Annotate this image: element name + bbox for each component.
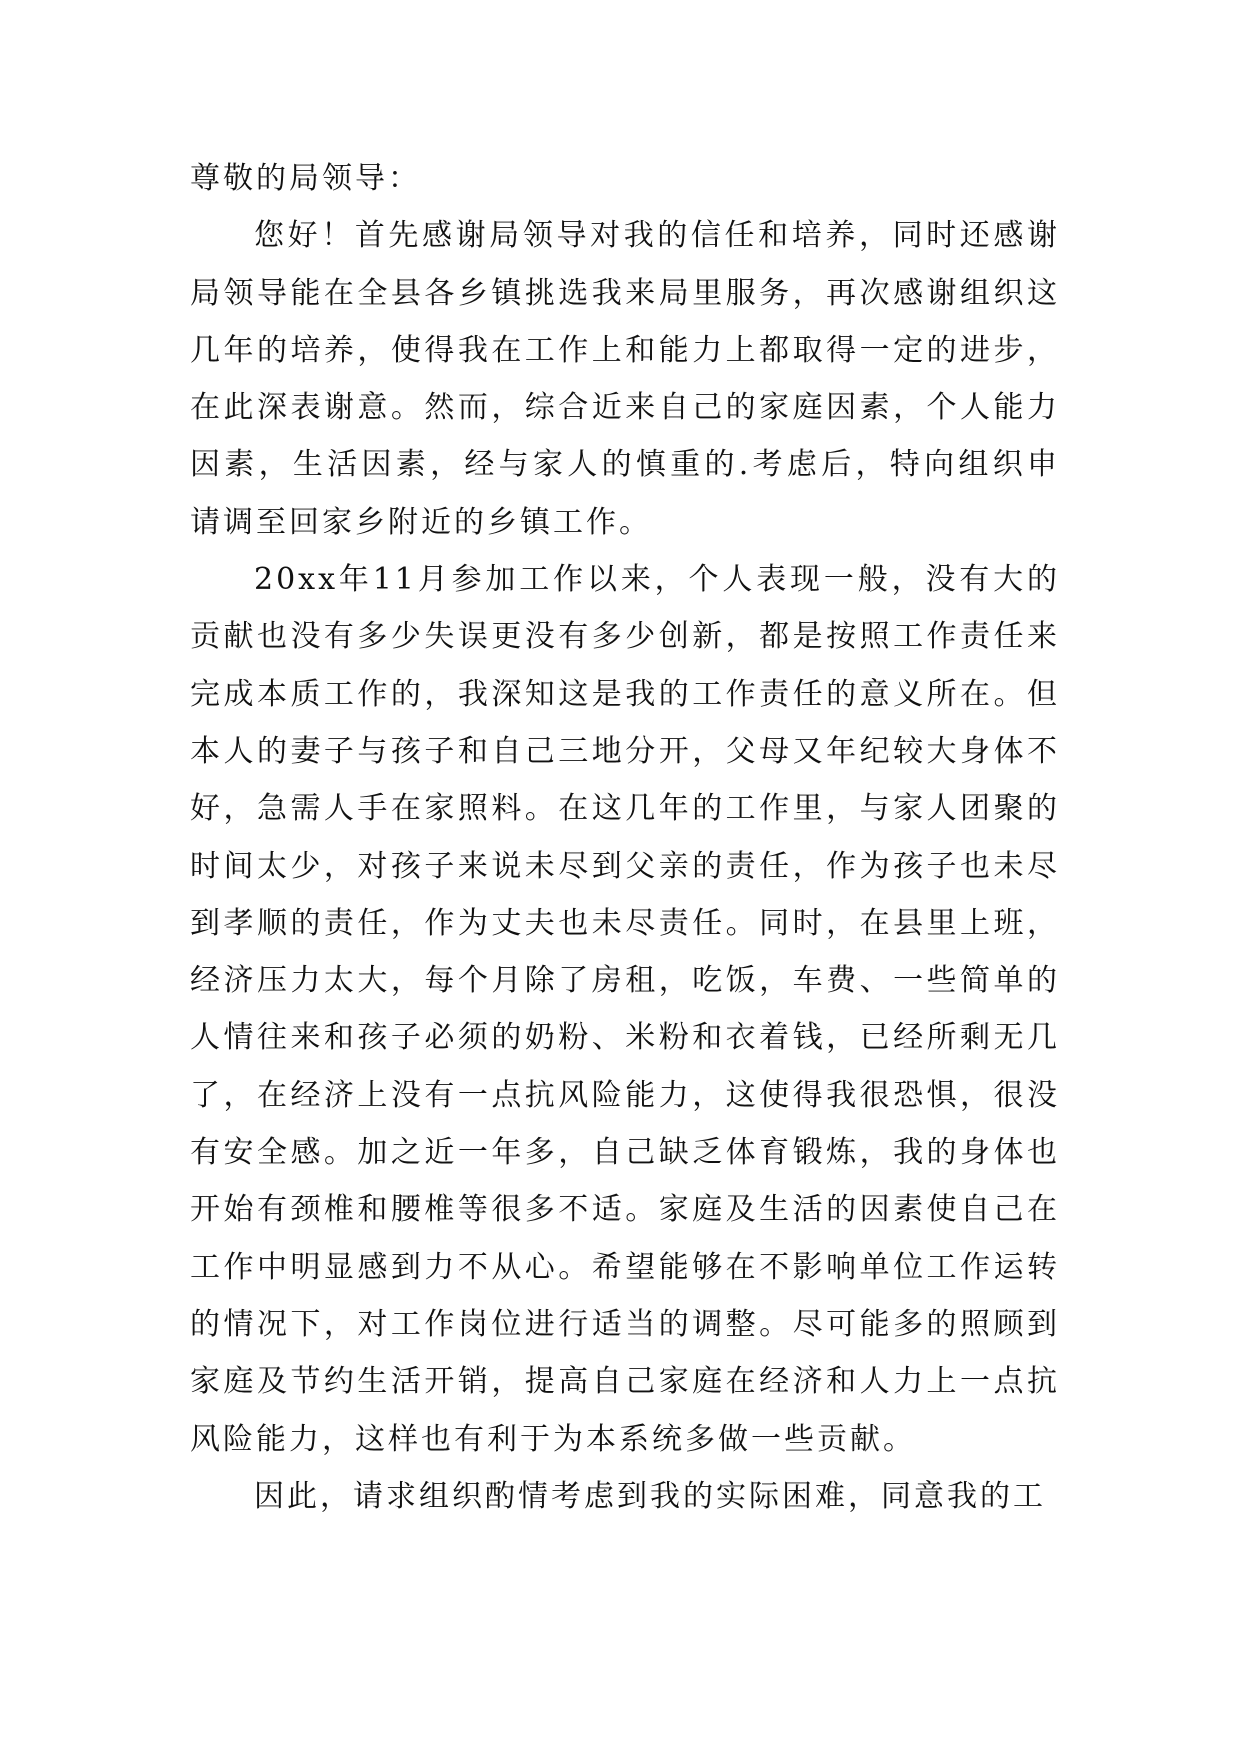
document-body xyxy=(190,150,1060,1525)
salutation: 尊敬的局领导： xyxy=(190,161,421,196)
paragraph-request: 因此，请求组织酌情考虑到我的实际困难，同意我的工 xyxy=(254,1478,1046,1514)
paragraph-reasons: 20xx年11月参加工作以来，个人表现一般，没有大的贡献也没有多少失误更没有多少创新，都是按照工作责任来完成本质工作的，我深知这是我的工作责任的意义所在。但本人的妻子与孩子和自己三地分开，父母又年纪较大身体不好，急需人手在家照料。在这几年的工作里，与家人团聚的时间太少，对孩子来说未尽到父亲的责任，作为孩子也未尽到孝顺的责任，作为丈夫也未尽责任。同时，在县里上班，经济压力太大，每个月除了房租，吃饭，车费、一些简单的人情往来和孩子必须的奶粉、米粉和衣着钱，已经所剩无几了，在经济上没有一点抗风险能力，这使得我很恐惧，很没有安全感。加之近一年多，自己缺乏体育锻炼，我的身体也开始有颈椎和腰椎等很多不适。家庭及生活的因素使自己在工作中明显感到力不从心。希望能够在不影响单位工作运转的情况下，对工作岗位进行适当的调整。尽可能多的照顾到家庭及节约生活开销，提高自己家庭在经济和人力上一点抗风险能力，这样也有利于为本系统多做一些贡献。 xyxy=(190,562,1060,1457)
paragraph-greeting: 您好！首先感谢局领导对我的信任和培养，同时还感谢局领导能在全县各乡镇挑选我来局里服务，再次感谢组织这几年的培养，使得我在工作上和能力上都取得一定的进步，在此深表谢意。然而，综合近来自己的家庭因素，个人能力因素，生活因素，经与家人的慎重的.考虑后，特向组织申请调至回家乡附近的乡镇工作。 xyxy=(190,218,1060,540)
